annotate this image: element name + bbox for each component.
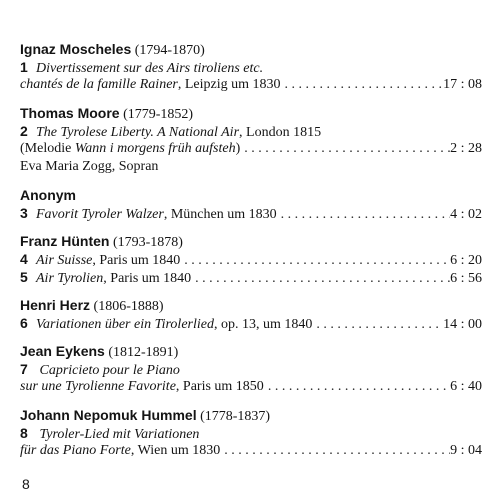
track-duration: 14 : 00 bbox=[443, 317, 482, 332]
track-detail-line bbox=[20, 442, 482, 460]
entry-moscheles bbox=[20, 40, 482, 94]
track-title-cont: sur une Tyrolienne Favorite bbox=[20, 379, 176, 394]
track-place-date: , Paris um 1840 bbox=[92, 253, 181, 268]
composer-years: (1778-1837) bbox=[200, 409, 271, 424]
track-place-date: , Leipzig um 1830 bbox=[177, 77, 281, 92]
track-place-date: , op. 13, um 1840 bbox=[213, 317, 313, 332]
composer-name: Johann Nepomuk Hummel bbox=[20, 407, 197, 423]
track-duration: 17 : 08 bbox=[443, 77, 482, 92]
track-title: Favorit Tyroler Walzer bbox=[36, 207, 164, 222]
entry-herz bbox=[20, 296, 482, 332]
track-title-line bbox=[20, 314, 482, 332]
melody-title: Wann i morgens früh aufsteh bbox=[74, 141, 236, 156]
track-title: Tyroler-Lied mit Variationen bbox=[39, 427, 200, 442]
track-number: 6 bbox=[20, 315, 28, 331]
composer-name: Henri Herz bbox=[20, 297, 91, 313]
entry-huenten bbox=[20, 232, 482, 286]
page-number: 8 bbox=[22, 476, 30, 492]
composer-years: (1794-1870) bbox=[134, 43, 205, 58]
composer-heading bbox=[20, 104, 482, 122]
composer-years: (1806-1888) bbox=[93, 299, 164, 314]
track-number: 7 bbox=[20, 361, 28, 377]
track-detail-line bbox=[20, 140, 482, 158]
track-place-date: , London 1815 bbox=[239, 125, 322, 140]
track-duration: 6 : 56 bbox=[450, 271, 482, 286]
track-duration: 9 : 04 bbox=[450, 443, 482, 458]
track-place-date: , Paris um 1850 bbox=[175, 379, 264, 394]
dot-leader bbox=[220, 442, 450, 460]
track-title-line bbox=[20, 424, 482, 442]
entry-moore bbox=[20, 104, 482, 176]
track-title-cont: chantés de la famille Rainer bbox=[20, 77, 178, 92]
composer-heading bbox=[20, 406, 482, 424]
track-duration: 6 : 20 bbox=[450, 253, 482, 268]
dot-leader bbox=[180, 252, 450, 268]
track-place-date: , Wien um 1830 bbox=[130, 443, 221, 458]
track-number: 5 bbox=[20, 269, 28, 285]
entry-anonym bbox=[20, 186, 482, 222]
entry-eykens bbox=[20, 342, 482, 396]
track-title: Capricieto pour le Piano bbox=[39, 363, 180, 378]
track-listing bbox=[20, 40, 482, 470]
track-title: Divertissement sur des Airs tiroliens etc. bbox=[36, 61, 264, 76]
track-duration: 2 : 28 bbox=[450, 141, 482, 156]
performer-line bbox=[20, 158, 482, 176]
track-title: Air Tyrolien bbox=[36, 271, 104, 286]
composer-heading bbox=[20, 296, 482, 314]
dot-leader bbox=[264, 378, 450, 396]
track-duration: 6 : 40 bbox=[450, 379, 482, 394]
composer-name: Franz Hünten bbox=[20, 233, 110, 249]
track-title-line bbox=[20, 360, 482, 378]
dot-leader bbox=[281, 76, 444, 94]
composer-name: Anonym bbox=[20, 187, 76, 203]
composer-name: Thomas Moore bbox=[20, 105, 120, 121]
track-title-cont: für das Piano Forte bbox=[20, 443, 131, 458]
dot-leader bbox=[312, 316, 443, 332]
track-title-line bbox=[20, 204, 482, 222]
track-title: Air Suisse bbox=[36, 253, 93, 268]
track-number: 2 bbox=[20, 123, 28, 139]
performer: Eva Maria Zogg, Sopran bbox=[20, 159, 159, 174]
dot-leader bbox=[277, 206, 451, 222]
composer-heading bbox=[20, 186, 482, 204]
entry-hummel bbox=[20, 406, 482, 460]
track-title: The Tyrolese Liberty. A National Air bbox=[36, 125, 240, 140]
track-place-date: , Paris um 1840 bbox=[103, 271, 192, 286]
track-title-line bbox=[20, 250, 482, 268]
track-detail-line bbox=[20, 76, 482, 94]
track-detail-line bbox=[20, 378, 482, 396]
track-place-date: , München um 1830 bbox=[163, 207, 277, 222]
track-number: 1 bbox=[20, 59, 28, 75]
composer-years: (1793-1878) bbox=[112, 235, 183, 250]
composer-name: Ignaz Moscheles bbox=[20, 41, 132, 57]
dot-leader bbox=[240, 140, 450, 158]
track-title-line bbox=[20, 268, 482, 286]
composer-years: (1812-1891) bbox=[108, 345, 179, 360]
composer-years: (1779-1852) bbox=[123, 107, 194, 122]
composer-heading bbox=[20, 40, 482, 58]
track-title-line bbox=[20, 122, 482, 140]
dot-leader bbox=[191, 270, 450, 286]
track-number: 4 bbox=[20, 251, 28, 267]
melody-suffix: ) bbox=[235, 141, 241, 156]
track-number: 3 bbox=[20, 205, 28, 221]
composer-heading bbox=[20, 232, 482, 250]
track-number: 8 bbox=[20, 425, 28, 441]
track-duration: 4 : 02 bbox=[450, 207, 482, 222]
melody-prefix: (Melodie bbox=[20, 141, 75, 156]
track-title-line bbox=[20, 58, 482, 76]
composer-heading bbox=[20, 342, 482, 360]
composer-name: Jean Eykens bbox=[20, 343, 105, 359]
track-title: Variationen über ein Tirolerlied bbox=[36, 317, 214, 332]
